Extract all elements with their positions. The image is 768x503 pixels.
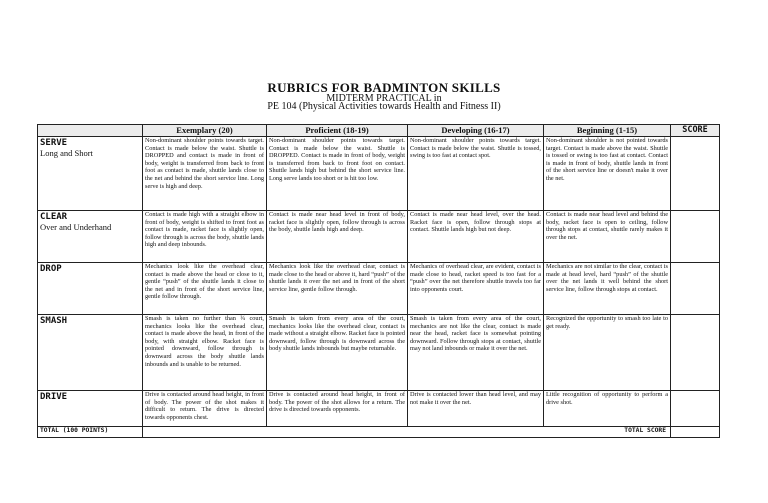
- proficient-cell: Mechanics look like the overhead clear, contact is made close to the head or above it, hard “push” of the shuttle lands it over the net and in front of the short service line, gentle follow through.: [267, 263, 408, 315]
- table-row-total: [38, 427, 720, 438]
- total-score-label: TOTAL SCORE: [143, 427, 671, 438]
- exemplary-cell: Drive is contacted around head height, in front of body. The power of the shot makes it difficult to return. The drive is directed towards opponents chest.: [143, 391, 267, 427]
- exemplary-cell: Non-dominant shoulder points towards target. Contact is made below the waist. Shuttle is DROPPED and contact is made in front of body, weight is transferred from back to front foot as contact is made, shuttle lands close to the net and behind the short service line. Long serve is high and deep.: [143, 137, 267, 211]
- beginning-cell: Non-dominant shoulder is not pointed towards target. Contact is made above the waist. Shuttle is tossed or swing is too fast at contact. Contact is made in front of body, shuttle lands in front of the short service line or doesn't make it over the net.: [544, 137, 671, 211]
- column-header-proficient: Proficient (18-19): [267, 125, 408, 137]
- column-header-score: SCORE: [671, 125, 720, 137]
- rubric-table: [37, 124, 720, 438]
- proficient-cell: Drive is contacted around head height, in front of body. The power of the shot allows for a return. The drive is directed towards opponents.: [267, 391, 408, 427]
- skill-cell: [38, 391, 143, 427]
- beginning-cell: Recognized the opportunity to smash too late to get ready.: [544, 315, 671, 391]
- page-subtitle: MIDTERM PRACTICAL in: [326, 93, 442, 104]
- proficient-cell: Smash is taken from every area of the court, mechanics looks like the overhead clear, contact is made without a straight elbow. Racket face is pointed downward, follow through is downward across the body shuttle lands inbounds but maybe returnable.: [267, 315, 408, 391]
- skill-cell: [38, 211, 143, 263]
- total-points-label: TOTAL (100 POINTS): [38, 427, 143, 438]
- table-row-smash: [38, 315, 720, 391]
- score-cell: [671, 211, 720, 263]
- total-score-cell: [671, 427, 720, 438]
- developing-cell: Smash is taken from every area of the court, mechanics are not like the clear, contact is made near the head, racket face is somewhat pointing downward. Follow through stops at contact, shuttle may not land inbounds or make it over the net.: [408, 315, 544, 391]
- exemplary-cell: Mechanics look like the overhead clear, contact is made above the head or close to it, gentle “push” of the shuttle lands it close to the net and in front of the short service line, gentle follow through.: [143, 263, 267, 315]
- column-header-exemplary: Exemplary (20): [143, 125, 267, 137]
- skill-name: DROP: [40, 264, 62, 274]
- developing-cell: Mechanics of overhead clear, are evident, contact is made close to head, racket speed is too fast for a “push” over the net therefore shuttle travels too far into opponents court.: [408, 263, 544, 315]
- beginning-cell: Contact is made near head level and behind the body, racket face is open to ceiling, follow through stops at contact, shuttle rarely makes it over the net.: [544, 211, 671, 263]
- skill-variant: Over and Underhand: [40, 222, 112, 232]
- proficient-cell: Non-dominant shoulder points towards target. Contact is made below the waist. Shuttle is DROPPED. Contact is made in front of body, weight is transferred from back to front foot on contact. Shuttle lands high but behind the short service line. Long serve lands too short or is hit too low.: [267, 137, 408, 211]
- proficient-cell: Contact is made near head level in front of body, racket face is slightly open, follow through is across the body, shuttle lands high and deep.: [267, 211, 408, 263]
- column-header-beginning: Beginning (1-15): [544, 125, 671, 137]
- skill-cell: [38, 315, 143, 391]
- developing-cell: Non-dominant shoulder points towards target. Contact is made below the waist. Shuttle is tossed, swing is too fast at contact spot.: [408, 137, 544, 211]
- score-cell: [671, 391, 720, 427]
- exemplary-cell: Contact is made high with a straight elbow in front of body, weight is shifted to front foot as contact is made, racket face is slightly open, follow through is across the body, shuttle lands high and deep inbounds.: [143, 211, 267, 263]
- beginning-cell: Mechanics are not similar to the clear, contact is made at head level, hard “push” of the shuttle over the net lands it well behind the short service line, follow through stops at contact.: [544, 263, 671, 315]
- skill-name: CLEAR: [40, 212, 68, 222]
- skill-name: SERVE: [40, 138, 68, 148]
- table-row-clear: [38, 211, 720, 263]
- table-row-serve: [38, 137, 720, 211]
- course-title: PE 104 (Physical Activities towards Health and Fitness II): [267, 101, 501, 112]
- exemplary-cell: Smash is taken no further than ¾ court, mechanics looks like the overhead clear, contact is made above the head, in front of the body, with straight elbow. Racket face is pointed downward, follow through is downward across the body shuttle lands inbounds and is unable to be returned.: [143, 315, 267, 391]
- score-cell: [671, 137, 720, 211]
- skill-cell: [38, 263, 143, 315]
- beginning-cell: Little recognition of opportunity to perform a drive shot.: [544, 391, 671, 427]
- table-row-drive: [38, 391, 720, 427]
- skill-name: DRIVE: [40, 392, 68, 402]
- skill-cell: [38, 137, 143, 211]
- developing-cell: Drive is contacted lower than head level, and may not make it over the net.: [408, 391, 544, 427]
- table-header-row: [38, 125, 720, 137]
- score-cell: [671, 263, 720, 315]
- column-header-developing: Developing (16-17): [408, 125, 544, 137]
- score-cell: [671, 315, 720, 391]
- table-row-drop: [38, 263, 720, 315]
- skill-variant: Long and Short: [40, 148, 93, 158]
- corner-cell: [38, 125, 143, 137]
- page-title: RUBRICS FOR BADMINTON SKILLS: [267, 80, 501, 95]
- skill-name: SMASH: [40, 316, 68, 326]
- developing-cell: Contact is made near head level, over the head. Racket face is open, follow through stops at contact. Shuttle lands high but not deep.: [408, 211, 544, 263]
